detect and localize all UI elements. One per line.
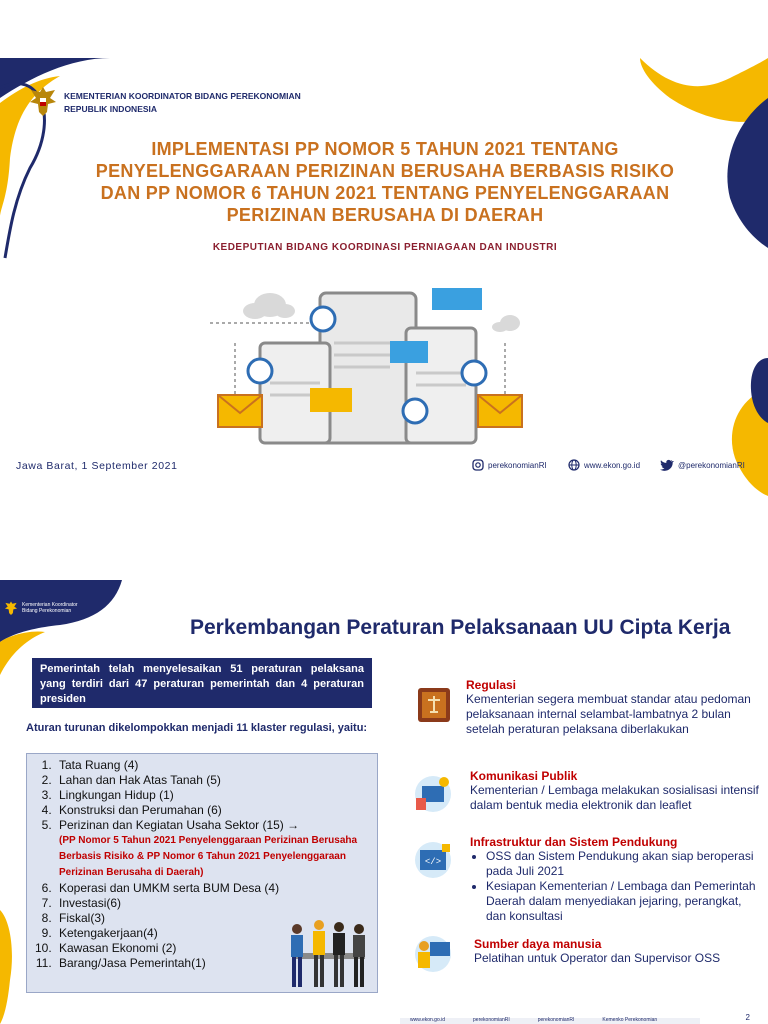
cover-slide <box>0 58 768 496</box>
cluster-item: 11. Barang/Jasa Pemerintah(1) <box>55 956 371 971</box>
item-sdm <box>474 937 764 966</box>
media-icon <box>408 768 458 818</box>
gold-blob-right <box>640 58 768 122</box>
svg-text:</>: </> <box>424 857 442 867</box>
ministry-small-line-2: Bidang Perekonomian <box>22 608 72 614</box>
item-infrastruktur-body <box>470 849 760 924</box>
item-sdm-body: Pelatihan untuk Operator dan Supervisor OSS <box>474 951 721 965</box>
gold-corner-bottom-left <box>0 910 12 1024</box>
cover-date: Jawa Barat, 1 September 2021 <box>16 460 178 472</box>
title-line-3: DAN PP NOMOR 6 TAHUN 2021 TENTANG PENYELENGGARAAN <box>100 183 670 203</box>
training-icon <box>408 928 458 978</box>
cluster-item: 8. Fiskal(3) <box>55 911 371 926</box>
item-3-icon-wrap <box>408 834 458 884</box>
cluster-item: 1. Tata Ruang (4) <box>55 758 371 773</box>
cluster-item <box>55 818 371 881</box>
garuda-small-icon <box>4 600 18 616</box>
cluster-item: 10. Kawasan Ekonomi (2) <box>55 941 371 956</box>
instagram-handle: perekonomianRI <box>488 460 547 470</box>
ministry-small <box>22 602 78 614</box>
item-regulasi-body: Kementerian segera membuat standar atau pedoman pelaksanaan internal selambat-lambatnya 2 bulan setelah peraturan pelaksana diberlakukan <box>466 692 751 736</box>
title-line-1: IMPLEMENTASI PP NOMOR 5 TAHUN 2021 TENTANG <box>151 139 619 159</box>
title-line-4: PERIZINAN BERUSAHA DI DAERAH <box>226 205 544 225</box>
infrastruktur-bullet: • Kesiapan Kementerian / Lembaga dan Pemerintah Daerah dalam menyediakan jejaring, perangkat, dan konsultasi <box>486 879 760 924</box>
item-sdm-title: Sumber daya manusia <box>474 937 602 951</box>
instagram-link[interactable] <box>472 459 547 471</box>
item-regulasi-title: Regulasi <box>466 678 517 692</box>
cloud-right-icon <box>492 315 520 332</box>
cluster-intro: Aturan turunan dikelompokkan menjadi 11 klaster regulasi, yaitu: <box>26 722 368 734</box>
item-komunikasi-title: Komunikasi Publik <box>470 769 578 783</box>
ministry-line-2: REPUBLIK INDONESIA <box>64 104 158 114</box>
title-line-2: PENYELENGGARAAN PERIZINAN BERUSAHA BERBASIS RISIKO <box>95 161 675 181</box>
garuda-emblem-icon <box>28 84 58 118</box>
footer-link-website[interactable]: www.ekon.go.id <box>410 1017 446 1023</box>
item-infrastruktur-title: Infrastruktur dan Sistem Pendukung <box>470 835 678 849</box>
item-komunikasi <box>470 769 760 813</box>
cluster-item: 4. Konstruksi dan Perumahan (6) <box>55 803 371 818</box>
twitter-link[interactable] <box>660 459 745 471</box>
page-number: 2 <box>745 1013 750 1022</box>
item-1-icon-wrap <box>408 676 458 726</box>
item-regulasi <box>466 678 756 737</box>
team-people-icon <box>283 915 373 995</box>
code-screen-icon <box>408 834 458 884</box>
cluster-item: 7. Investasi(6) <box>55 896 371 911</box>
item-2-icon-wrap <box>408 768 458 818</box>
cloud-left-icon <box>243 293 295 319</box>
twitter-icon <box>660 459 674 471</box>
instagram-icon <box>472 459 484 471</box>
cluster-5-note: (PP Nomor 5 Tahun 2021 Penyelenggaraan Perizinan Berusaha Berbasis Risiko & PP Nomor 6 Tahun 2021 Penyelenggaraan Perizinan Berusaha di Daerah) <box>59 835 358 878</box>
documents-illustration <box>210 283 530 453</box>
cover-title <box>60 138 710 226</box>
item-4-icon-wrap <box>408 928 458 978</box>
cluster-item: 9. Ketengakerjaan(4) <box>55 926 371 941</box>
cluster-item: 6. Koperasi dan UMKM serta BUM Desa (4) <box>55 881 371 896</box>
footer-links <box>410 1017 657 1023</box>
item-komunikasi-body: Kementerian / Lembaga melakukan sosialisasi intensif dalam bentuk media elektronik dan leaflet <box>470 783 759 812</box>
ministry-line-1: KEMENTERIAN KOORDINATOR BIDANG PEREKONOMIAN <box>64 91 301 101</box>
ministry-small-line-1: Kementerian Koordinator <box>22 602 78 608</box>
footer-link-instagram[interactable]: perekonomianRI <box>473 1017 510 1023</box>
infrastruktur-bullet: • OSS dan Sistem Pendukung akan siap beroperasi pada Juli 2021 <box>486 849 760 879</box>
cover-subtitle: KEDEPUTIAN BIDANG KOORDINASI PERNIAGAAN DAN INDUSTRI <box>212 242 558 253</box>
footer-link-youtube[interactable]: Kemenko Perekonomian <box>602 1017 658 1023</box>
globe-icon <box>568 459 580 471</box>
content-slide <box>0 580 768 1024</box>
cluster-item: 2. Lahan dan Hak Atas Tanah (5) <box>55 773 371 788</box>
gavel-book-icon <box>408 676 458 726</box>
summary-box: Pemerintah telah menyelesaikan 51 peraturan pelaksana yang terdiri dari 47 peraturan pemerintah dan 4 peraturan presiden <box>32 658 372 708</box>
footer-link-twitter[interactable]: perekonomianRI <box>537 1017 575 1023</box>
website-url: www.ekon.go.id <box>584 460 641 470</box>
item-infrastruktur <box>470 835 760 924</box>
cluster-item: 3. Lingkungan Hidup (1) <box>55 788 371 803</box>
twitter-handle: @perekonomianRI <box>678 460 745 470</box>
slide-title: Perkembangan Peraturan Pelaksanaan UU Cipta Kerja <box>190 616 731 639</box>
website-link[interactable] <box>568 459 640 471</box>
cluster-5-label: Perizinan dan Kegiatan Usaha Sektor (15) → <box>59 818 300 832</box>
ministry-name <box>64 90 301 116</box>
